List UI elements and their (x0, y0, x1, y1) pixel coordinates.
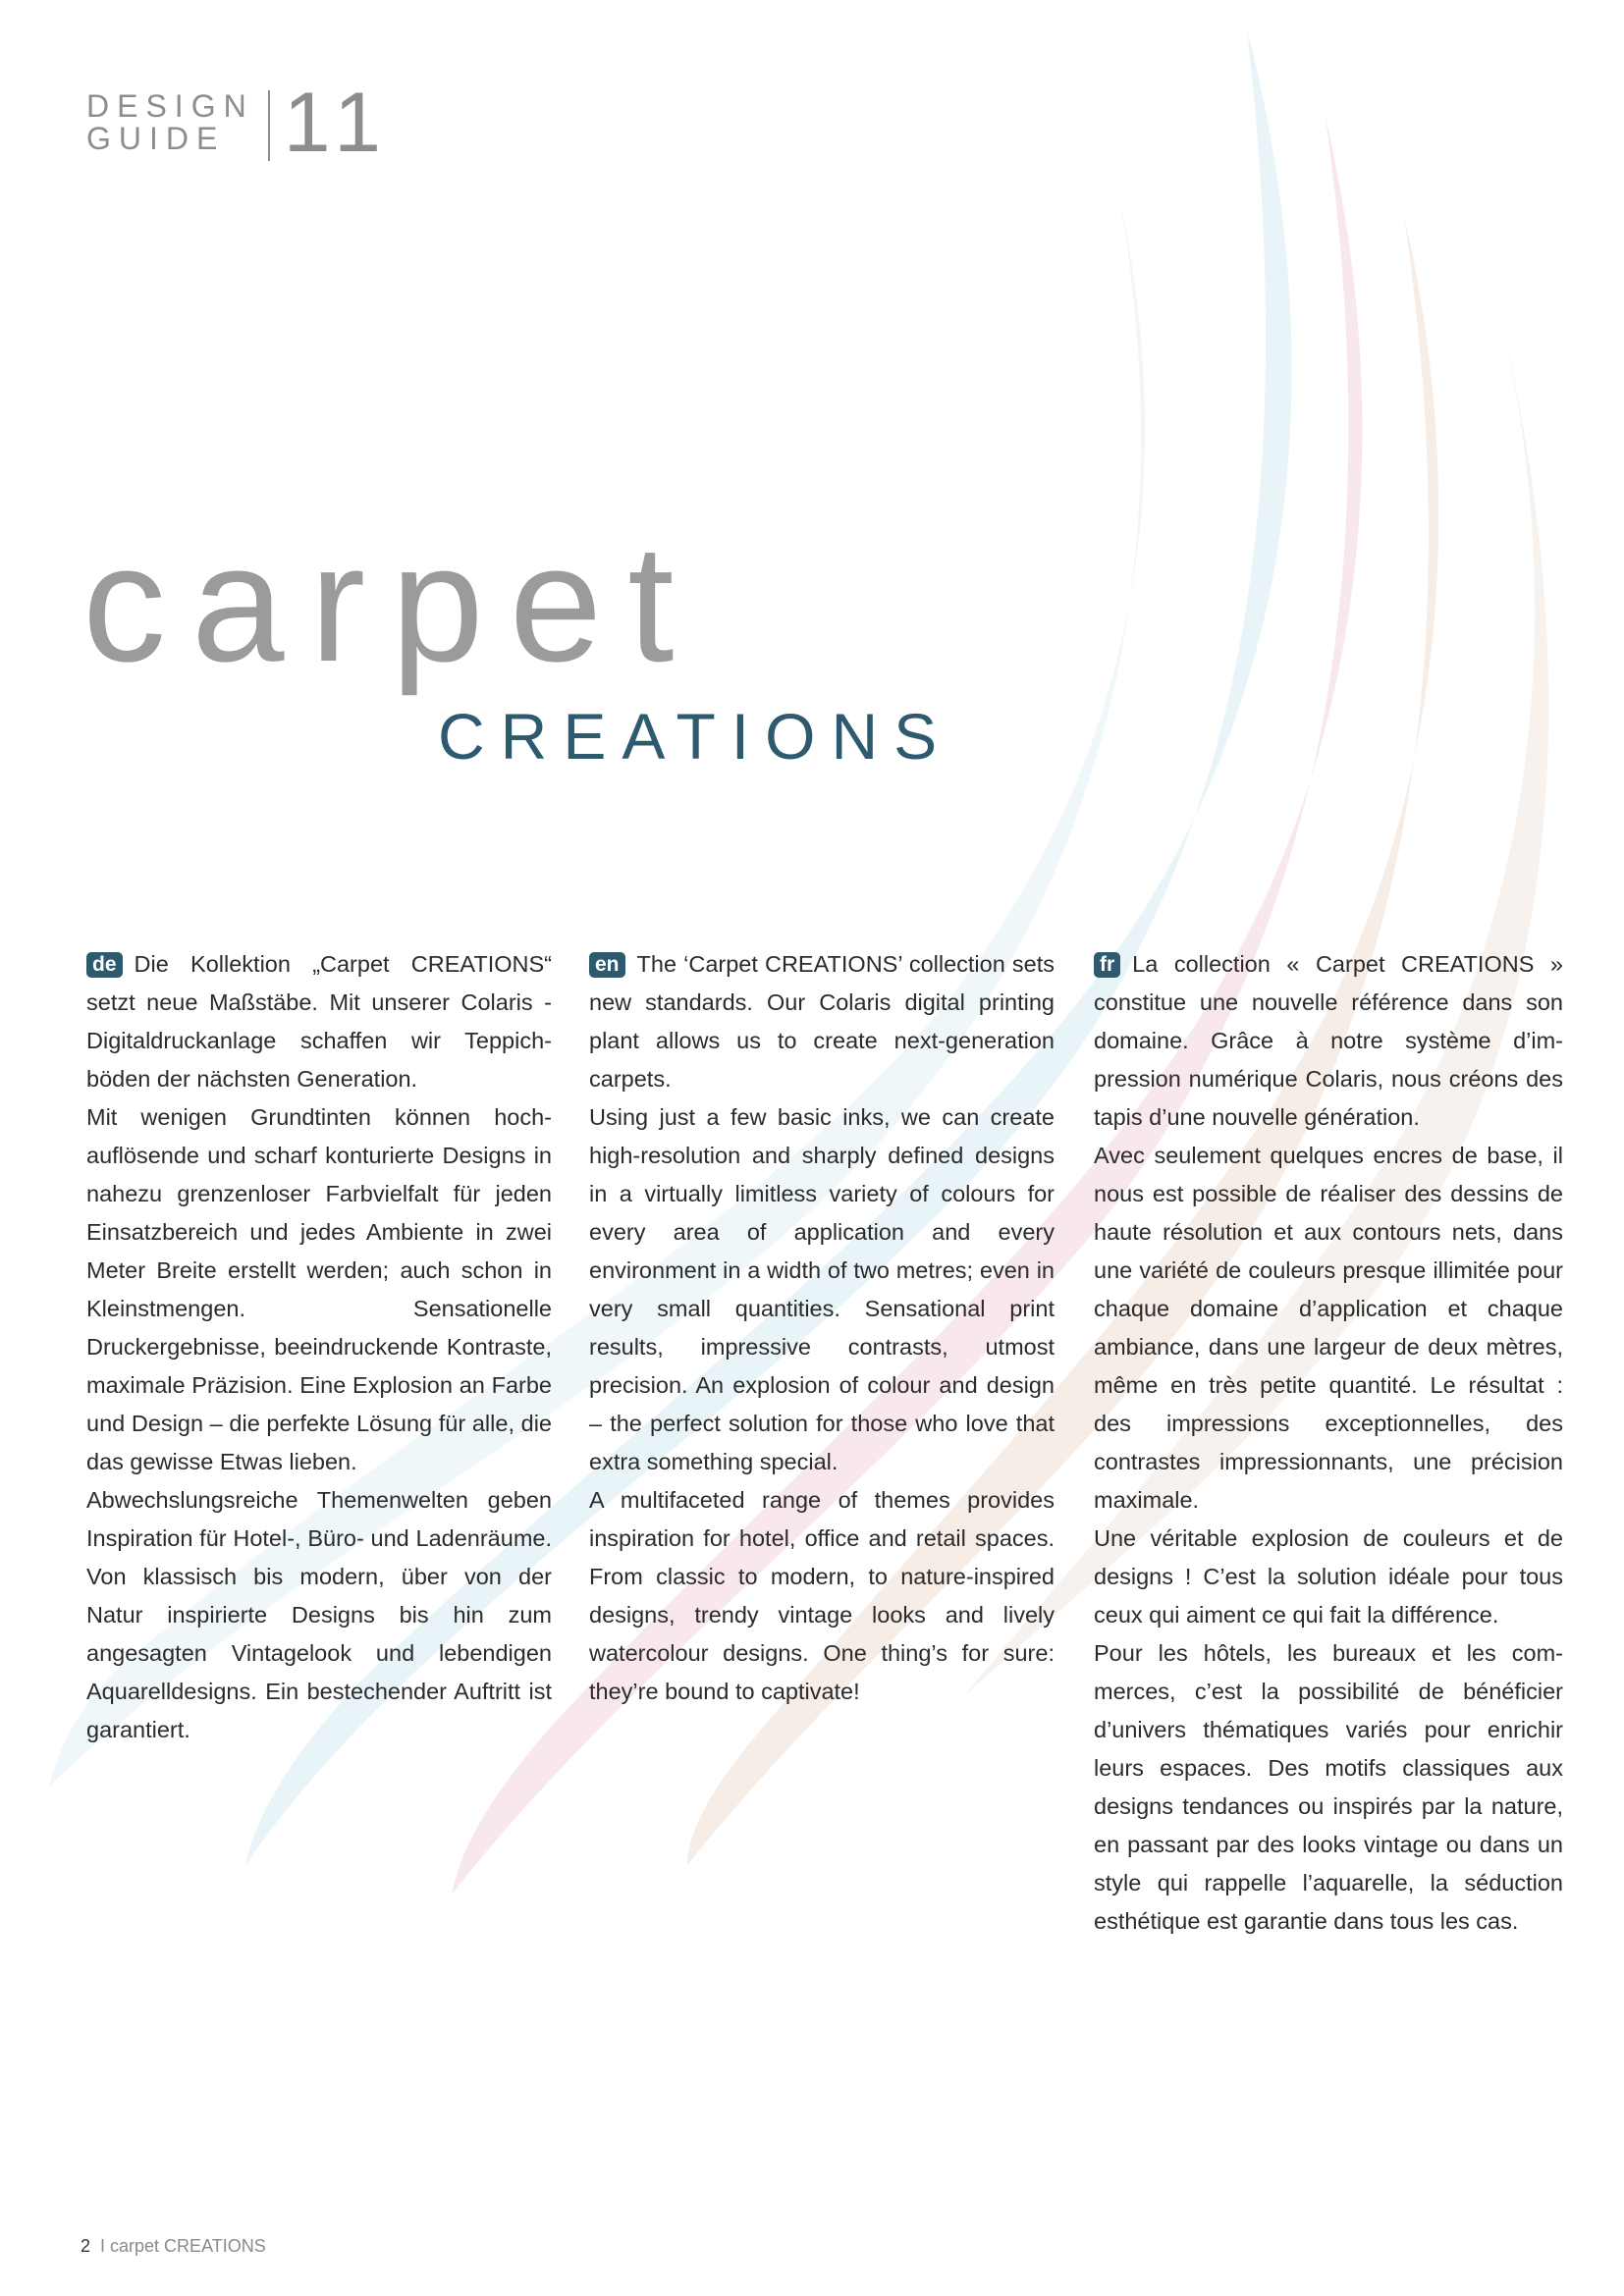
design-guide-label (86, 80, 254, 155)
header-divider (268, 90, 270, 161)
language-badge-en: en (589, 952, 625, 978)
language-badge-fr: fr (1094, 952, 1120, 978)
column-german (86, 945, 552, 1749)
page-number: 2 (81, 2236, 91, 2256)
de-text-1: Die Kollektion „Carpet CREATIONS“ setzt neue Maßstäbe. Mit unserer Colaris - Digitaldruckanlage schaffen wir Teppichböden der nächsten Generation. (86, 951, 552, 1092)
fr-paragraph-3: Une véritable explosion de couleurs et de designs ! C’est la solution idéale pour tous ceux qui aiment ce qui fait la différence. (1094, 1525, 1563, 1628)
en-paragraph-2: Using just a few basic inks, we can create high-resolution and sharply defined designs in a virtually limitless variety of colours for every area of application and every environment in a width of two metres; even in very small quantities. Sensational print results, impressive contrasts, utmost precision. An explosion of colour and design – the perfect solution for those who love that extra something special. (589, 1104, 1055, 1474)
language-badge-de: de (86, 952, 123, 978)
title-carpet: carpet (82, 510, 700, 697)
fr-text-1: La collection « Carpet CREATIONS » constitue une nouvelle référence dans son domaine. Grâce à notre système d’impression numérique Colaris, nous créons des tapis d’une nouvelle génération. (1094, 951, 1563, 1130)
en-paragraph-1 (589, 945, 1055, 1098)
en-text-1: The ‘Carpet CREATIONS’ collection sets new standards. Our Colaris digital printing plant allows us to create next-generation carpets. (589, 951, 1055, 1092)
page-footer (81, 2236, 266, 2257)
de-paragraph-1 (86, 945, 552, 1098)
column-french (1094, 945, 1563, 1941)
fr-paragraph-1 (1094, 945, 1563, 1137)
de-paragraph-2: Mit wenigen Grundtinten können hochauflösende und scharf konturierte Designs in nahezu grenzenloser Farbvielfalt für jeden Einsatzbereich und jedes Ambiente in zwei Meter Breite erstellt werden; auch schon in Kleinstmengen. Sensationelle Druckergebnisse, beeindruckende Kontraste, maximale Präzision. Eine Explosion an Farbe und Design – die perfekte Lösung für alle, die das gewisse Etwas lieben. (86, 1104, 552, 1474)
column-english (589, 945, 1055, 1711)
guide-word: GUIDE (86, 121, 226, 156)
guide-number: 11 (283, 76, 391, 170)
design-guide-header (86, 76, 391, 170)
footer-label: I carpet CREATIONS (100, 2236, 266, 2256)
fr-paragraph-2: Avec seulement quelques encres de base, il nous est possible de réaliser des dessins de haute résolution et aux contours nets, dans une variété de couleurs presque illimitée pour chaque domaine d’application et chaque ambiance, dans une largeur de deux mètres, même en très petite quantité. Le résultat : des impressions exceptionnelles, des contrastes impressionnants, une précision maximale. (1094, 1143, 1563, 1513)
de-paragraph-3: Abwechslungsreiche Themenwelten geben Inspiration für Hotel-, Büro- und Ladenräume. Von klassisch bis modern, über von der Natur inspirierte Designs bis hin zum angesagten Vintagelook und lebendigen Aquarelldesigns. Ein bestechender Auftritt ist garantiert. (86, 1487, 552, 1742)
title-creations: CREATIONS (438, 700, 953, 773)
fr-paragraph-4: Pour les hôtels, les bureaux et les commerces, c’est la possibilité de bénéficier d’univers thématiques variés pour enrichir leurs espaces. Des motifs classiques aux designs tendances ou inspirés par la nature, en passant par des looks vintage ou dans un style qui rappelle l’aquarelle, la séduction esthétique est garantie dans tous les cas. (1094, 1640, 1563, 1934)
en-paragraph-3: A multifaceted range of themes provides inspiration for hotel, office and retail spaces. From classic to modern, to nature-inspired designs, trendy vintage looks and lively watercolour designs. One thing’s for sure: they’re bound to captivate! (589, 1487, 1055, 1704)
design-word: DESIGN (86, 88, 254, 124)
